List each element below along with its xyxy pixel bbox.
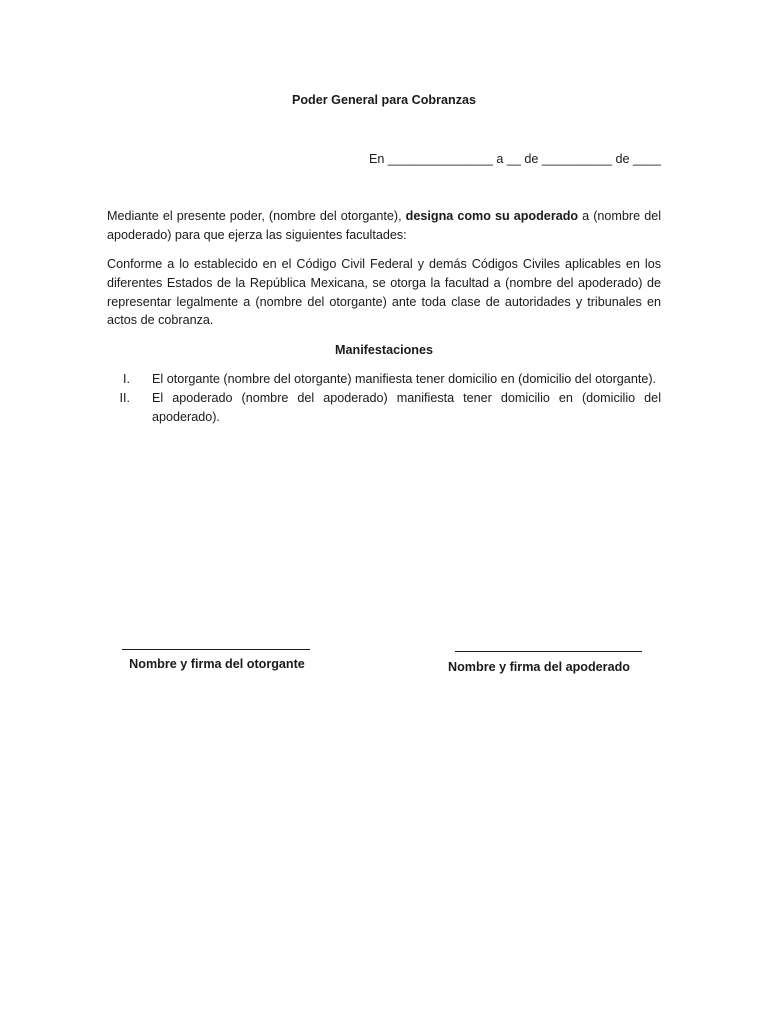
list-numeral: II.: [119, 390, 130, 405]
list-item: [107, 370, 661, 389]
apoderado-signature-label: Nombre y firma del apoderado: [448, 660, 630, 674]
list-numeral: I.: [123, 372, 130, 386]
designation-text-start: Mediante el presente poder, (nombre del otorgante),: [107, 209, 406, 223]
list-item-text: El apoderado (nombre del apoderado) manifiesta tener domicilio en (domicilio del apoderado).: [152, 390, 661, 424]
faculties-paragraph: Conforme a lo establecido en el Código Civil Federal y demás Códigos Civiles aplicables en los diferentes Estados de la República Mexicana, se otorga la facultad a (nombre del apoderado) de representar legalmente a (nombre del otorgante) ante toda clase de autoridades y tribunales en actos de cobranza.: [107, 257, 661, 328]
document-title: Poder General para Cobranzas: [291, 93, 477, 107]
otorgante-signature-label: Nombre y firma del otorgante: [129, 657, 305, 671]
manifestaciones-list: [107, 370, 661, 426]
designation-bold-text: designa como su apoderado: [405, 209, 579, 223]
date-place-line: En _______________ a __ de __________ de ____: [368, 152, 661, 166]
otorgante-signature-line: [122, 649, 310, 650]
list-item: [107, 389, 661, 427]
designation-text-end: a (nombre del apoderado) para que ejerza las siguientes facultades:: [107, 209, 661, 242]
manifestaciones-heading: Manifestaciones: [335, 343, 433, 357]
list-item-text: El otorgante (nombre del otorgante) manifiesta tener domicilio en (domicilio del otorgante).: [152, 372, 657, 386]
designation-paragraph: [107, 207, 661, 245]
apoderado-signature-line: [455, 651, 642, 652]
